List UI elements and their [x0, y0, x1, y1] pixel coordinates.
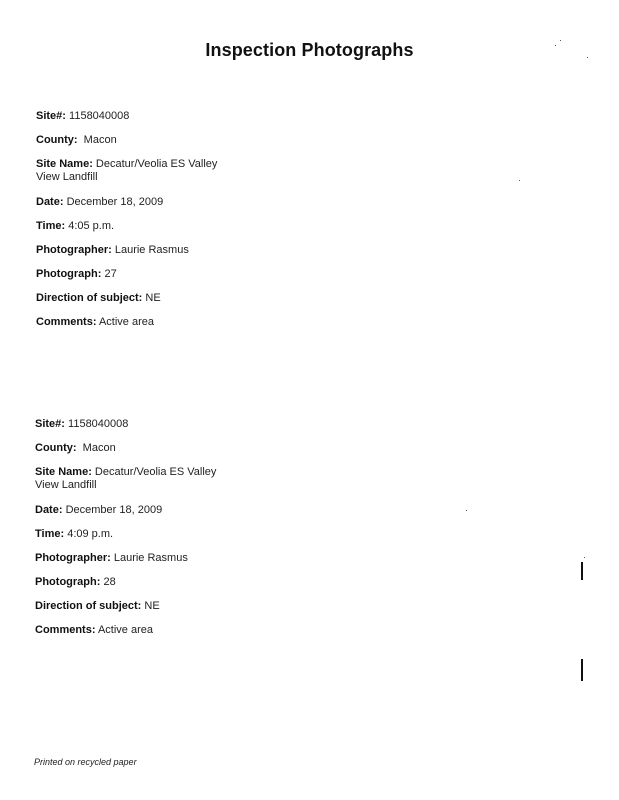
scan-speck [555, 45, 556, 46]
page-title: Inspection Photographs [205, 40, 414, 60]
scan-mark [581, 562, 583, 580]
comments-field [35, 624, 275, 637]
scan-speck [519, 180, 520, 181]
photograph-number-label: Photograph: [36, 268, 102, 280]
time-field [35, 528, 275, 541]
date-label: Date: [35, 504, 63, 516]
photograph-number-label: Photograph: [35, 576, 101, 588]
date-field [36, 196, 276, 209]
time-label: Time: [35, 528, 65, 540]
site-name-field [35, 466, 275, 492]
comments-label: Comments: [36, 316, 97, 328]
photographer-value: Laurie Rasmus [114, 244, 189, 256]
direction-field [36, 292, 276, 305]
site-number-label: Site#: [36, 110, 66, 122]
date-field [35, 504, 275, 517]
comments-value: Active area [97, 624, 153, 636]
time-label: Time: [36, 220, 66, 232]
direction-label: Direction of subject: [36, 292, 143, 304]
photographer-field [36, 244, 276, 257]
direction-field [35, 600, 275, 613]
direction-label: Direction of subject: [35, 600, 142, 612]
footer-note: Printed on recycled paper [34, 757, 137, 767]
date-value: December 18, 2009 [66, 196, 164, 208]
photographer-field [35, 552, 275, 565]
scan-mark [581, 659, 583, 681]
scan-speck [560, 40, 561, 41]
county-field [35, 442, 275, 455]
scan-speck [587, 57, 588, 58]
photographer-value: Laurie Rasmus [113, 552, 188, 564]
site-name-value-line1: Decatur/Veolia ES Valley [95, 158, 218, 170]
county-label: County: [35, 442, 77, 454]
scan-speck [584, 557, 585, 558]
site-number-field [36, 110, 276, 123]
site-name-value-line2: View Landfill [35, 479, 97, 491]
comments-value: Active area [98, 316, 154, 328]
photographer-label: Photographer: [36, 244, 112, 256]
scan-speck [466, 510, 467, 511]
photograph-number-field [36, 268, 276, 281]
county-label: County: [36, 134, 78, 146]
county-value: Macon [83, 134, 117, 146]
site-name-field [36, 158, 276, 184]
county-value: Macon [82, 442, 116, 454]
direction-value: NE [144, 600, 160, 612]
site-name-value-line2: View Landfill [36, 171, 98, 183]
site-number-field [35, 418, 275, 431]
photograph-number-value: 27 [104, 268, 117, 280]
time-value: 4:09 p.m. [67, 528, 114, 540]
site-number-value: 1158040008 [69, 110, 130, 122]
site-name-label: Site Name: [35, 466, 92, 478]
site-number-value: 1158040008 [68, 418, 129, 430]
county-field [36, 134, 276, 147]
date-label: Date: [36, 196, 64, 208]
time-value: 4:05 p.m. [68, 220, 115, 232]
date-value: December 18, 2009 [65, 504, 163, 516]
photograph-number-value: 28 [103, 576, 116, 588]
comments-label: Comments: [35, 624, 96, 636]
photograph-number-field [35, 576, 275, 589]
comments-field [36, 316, 276, 329]
direction-value: NE [145, 292, 161, 304]
site-name-value-line1: Decatur/Veolia ES Valley [94, 466, 217, 478]
time-field [36, 220, 276, 233]
photographer-label: Photographer: [35, 552, 111, 564]
site-number-label: Site#: [35, 418, 65, 430]
site-name-label: Site Name: [36, 158, 93, 170]
